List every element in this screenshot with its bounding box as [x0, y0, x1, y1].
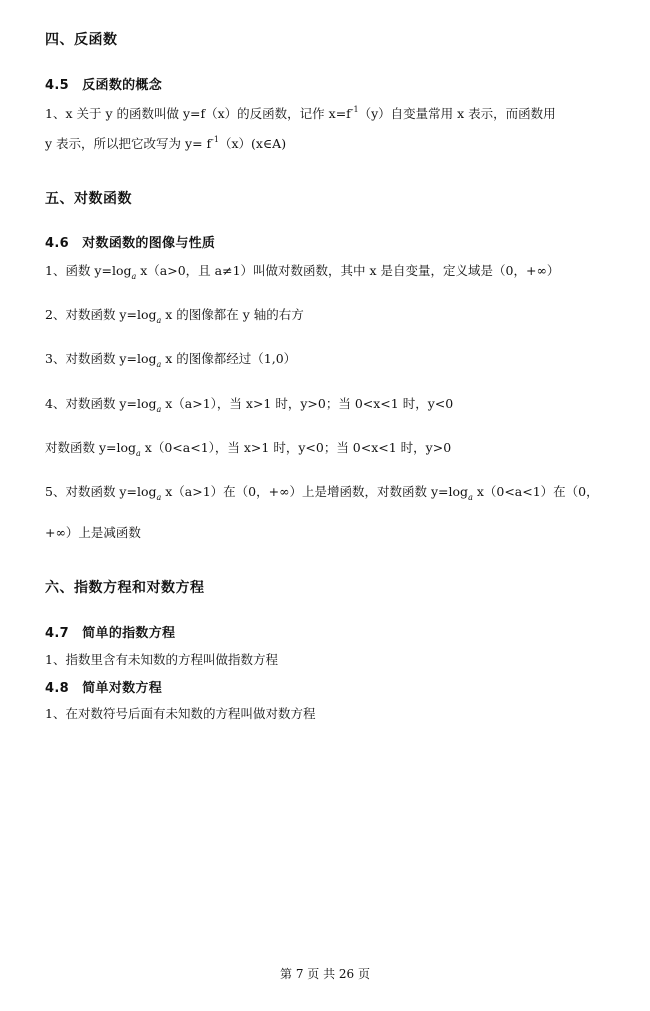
paragraph-line: 1、x 关于 y 的函数叫做 y=f（x）的反函数，记作 $x=f^{-1}(y)$自变量常用 x 表示，而函数用: [45, 105, 556, 121]
subsection-title-4-7: 4.7 简单的指数方程: [45, 626, 176, 641]
paragraph-line: y 表示，所以把它改写为 $y= f^{-1}(x)(x\in A)$: [45, 135, 287, 151]
subsection-title-4-5: 4.5 反函数的概念: [45, 78, 163, 93]
paragraph-line: 3、对数函数 $y=\log_a$ x 的图像都经过（1,0）: [45, 351, 297, 369]
section-heading-equations: 六、指数方程和对数方程: [45, 580, 205, 596]
subsection-title-4-6: 4.6 对数函数的图像与性质: [45, 236, 216, 251]
paragraph-line: +∞）上是减函数: [45, 525, 141, 540]
paragraph-line: 对数函数 $y=\log_a$ x（0<a<1），当 x>1 时，y<0；当 0<x<1 时，y>0: [45, 440, 452, 458]
subsection-title-4-8: 4.8 简单对数方程: [45, 681, 163, 696]
paragraph-line: 1、在对数符号后面有未知数的方程叫做对数方程: [45, 706, 316, 721]
paragraph-line: 4、对数函数 $y=\log_a$ x（a>1），当 x>1 时，y>0；当 0<x<1 时，y<0: [45, 396, 454, 414]
paragraph-line: 1、指数里含有未知数的方程叫做指数方程: [45, 652, 278, 667]
section-heading-inverse-function: 四、反函数: [45, 32, 118, 48]
paragraph-line: 5、对数函数 $y=\log_a$ x（a>1）在（0，+∞）上是增函数，对数函数 $y=\log_a$ x（0<a<1）在（0，: [45, 484, 599, 502]
paragraph-line: 2、对数函数 $y=\log_a$ x 的图像都在 y 轴的右方: [45, 307, 304, 325]
page-footer: 第 7 页 共 26 页: [280, 967, 370, 981]
paragraph-line: 1、函数 $y=\log_a$ x（a>0，且 a≠1）叫做对数函数，其中 x 是自变量，定义域是（0，+∞）: [45, 263, 560, 281]
section-heading-log-function: 五、对数函数: [45, 191, 132, 207]
